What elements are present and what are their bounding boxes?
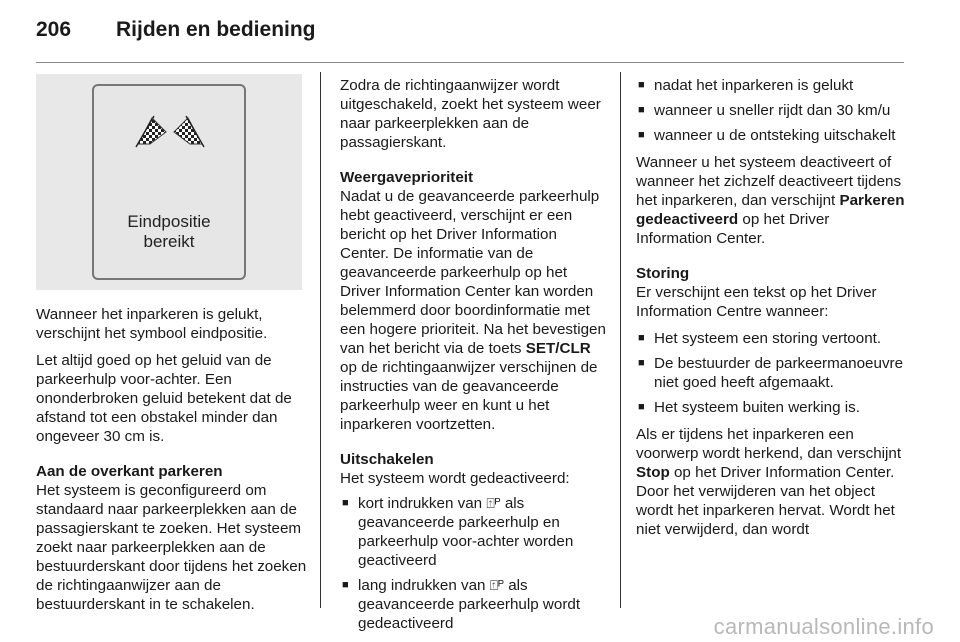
paragraph: Er verschijnt een tekst op het Driver Information Centre wanneer:	[636, 284, 877, 320]
figure-end-position	[36, 74, 302, 290]
display-line-2: bereikt	[143, 232, 195, 251]
paragraph: Wanneer het inparkeren is gelukt, verschijnt het symbool eindpositie.	[36, 306, 268, 342]
paragraph: Het systeem wordt gedeactiveerd:	[340, 470, 570, 487]
parking-assist-icon: ⍐ᴾ	[486, 495, 501, 511]
column-2	[340, 76, 608, 641]
bullet-list	[636, 76, 906, 145]
list-item	[340, 494, 608, 570]
paragraph-text: Wanneer u het systeem deactiveert of wanneer het zichzelf deactiveert tijdens het inparkeren, dan verschijnt	[636, 154, 902, 209]
chequered-flags-icon	[134, 114, 206, 148]
list-text: kort indrukken van	[358, 495, 483, 512]
list-item: ■ Het systeem buiten werking is.	[636, 398, 906, 417]
display-panel	[92, 84, 246, 280]
paragraph: Zodra de richtingaanwijzer wordt uitgeschakeld, zoekt het systeem weer naar parkeerplekken aan de passagierskant.	[340, 77, 601, 151]
header-divider	[36, 62, 904, 63]
display-line-1: Eindpositie	[127, 212, 211, 231]
section-heading: Aan de overkant parkeren	[36, 463, 223, 480]
list-text: als geavanceerde parkeerhulp wordt gedeactiveerd	[358, 577, 581, 632]
list-item: ■ Het systeem een storing vertoont.	[636, 329, 906, 348]
section-heading: Storing	[636, 265, 690, 282]
paragraph-text: Als er tijdens het inparkeren een voorwerp wordt herkend, dan verschijnt	[636, 426, 902, 462]
list-text: als geavanceerde parkeerhulp en parkeerhulp voor-achter worden geactiveerd	[358, 495, 574, 569]
message-label: Parkeren gedeactiveerd	[636, 192, 905, 228]
section-heading: Uitschakelen	[340, 451, 434, 468]
key-label: SET/CLR	[525, 340, 591, 357]
list-item: ■ nadat het inparkeren is gelukt	[636, 76, 906, 95]
page-number: 206	[36, 18, 72, 41]
list-item: ■ wanneer u de ontsteking uitschakelt	[636, 126, 906, 145]
page-title: Rijden en bediening	[116, 18, 316, 41]
list-item: ■ wanneer u sneller rijdt dan 30 km/u	[636, 101, 906, 120]
paragraph-text: op het Driver Information Center.	[636, 211, 830, 247]
watermark: carmanualsonline.info	[713, 614, 934, 639]
paragraph: Het systeem is geconfigureerd om standaard naar parkeerplekken aan de passagierskant te zoeken. Het systeem zoekt naar parkeerplekken aan de bestuurderskant door tijdens het zoeken de richtingaanwijzer aan de bestuurderskant in te schakelen.	[36, 482, 307, 613]
list-item	[340, 576, 608, 633]
message-label: Stop	[636, 464, 670, 481]
paragraph: Let altijd goed op het geluid van de parkeerhulp voor-achter. Een ononderbroken geluid betekent dat de afstand tot een obstakel minder dan ongeveer 30 cm is.	[36, 352, 292, 445]
list-item: ■ De bestuurder de parkeermanoeuvre niet goed heeft afgemaakt.	[636, 354, 906, 392]
paragraph-text: Nadat u de geavanceerde parkeerhulp hebt geactiveerd, verschijnt er een bericht op het Driver Information Center. De informatie van de geavanceerde parkeerhulp op het Driver Information Center kan worden belemmerd door boordinformatie met een hogere prioriteit. Na het bevestigen van het bericht via de toets	[340, 188, 606, 357]
column-divider-2	[620, 72, 621, 608]
section-heading: Weergaveprioriteit	[340, 169, 474, 186]
list-text: lang indrukken van	[358, 577, 486, 594]
parking-assist-icon: ⍐ᴾ	[489, 577, 504, 593]
bullet-list	[340, 494, 608, 633]
column-3	[636, 76, 906, 547]
display-message	[94, 212, 244, 252]
paragraph-text: op de richtingaanwijzer verschijnen de instructies van de geavanceerde parkeerhulp weer en kunt u het inparkeren voortzetten.	[340, 359, 598, 433]
column-1	[36, 305, 308, 622]
paragraph-text: op het Driver Information Center. Door het verwijderen van het object wordt het inparkeren hervat. Wordt het niet verwijderd, dan wordt	[636, 464, 895, 538]
bullet-list	[636, 329, 906, 417]
column-divider-1	[320, 72, 321, 608]
